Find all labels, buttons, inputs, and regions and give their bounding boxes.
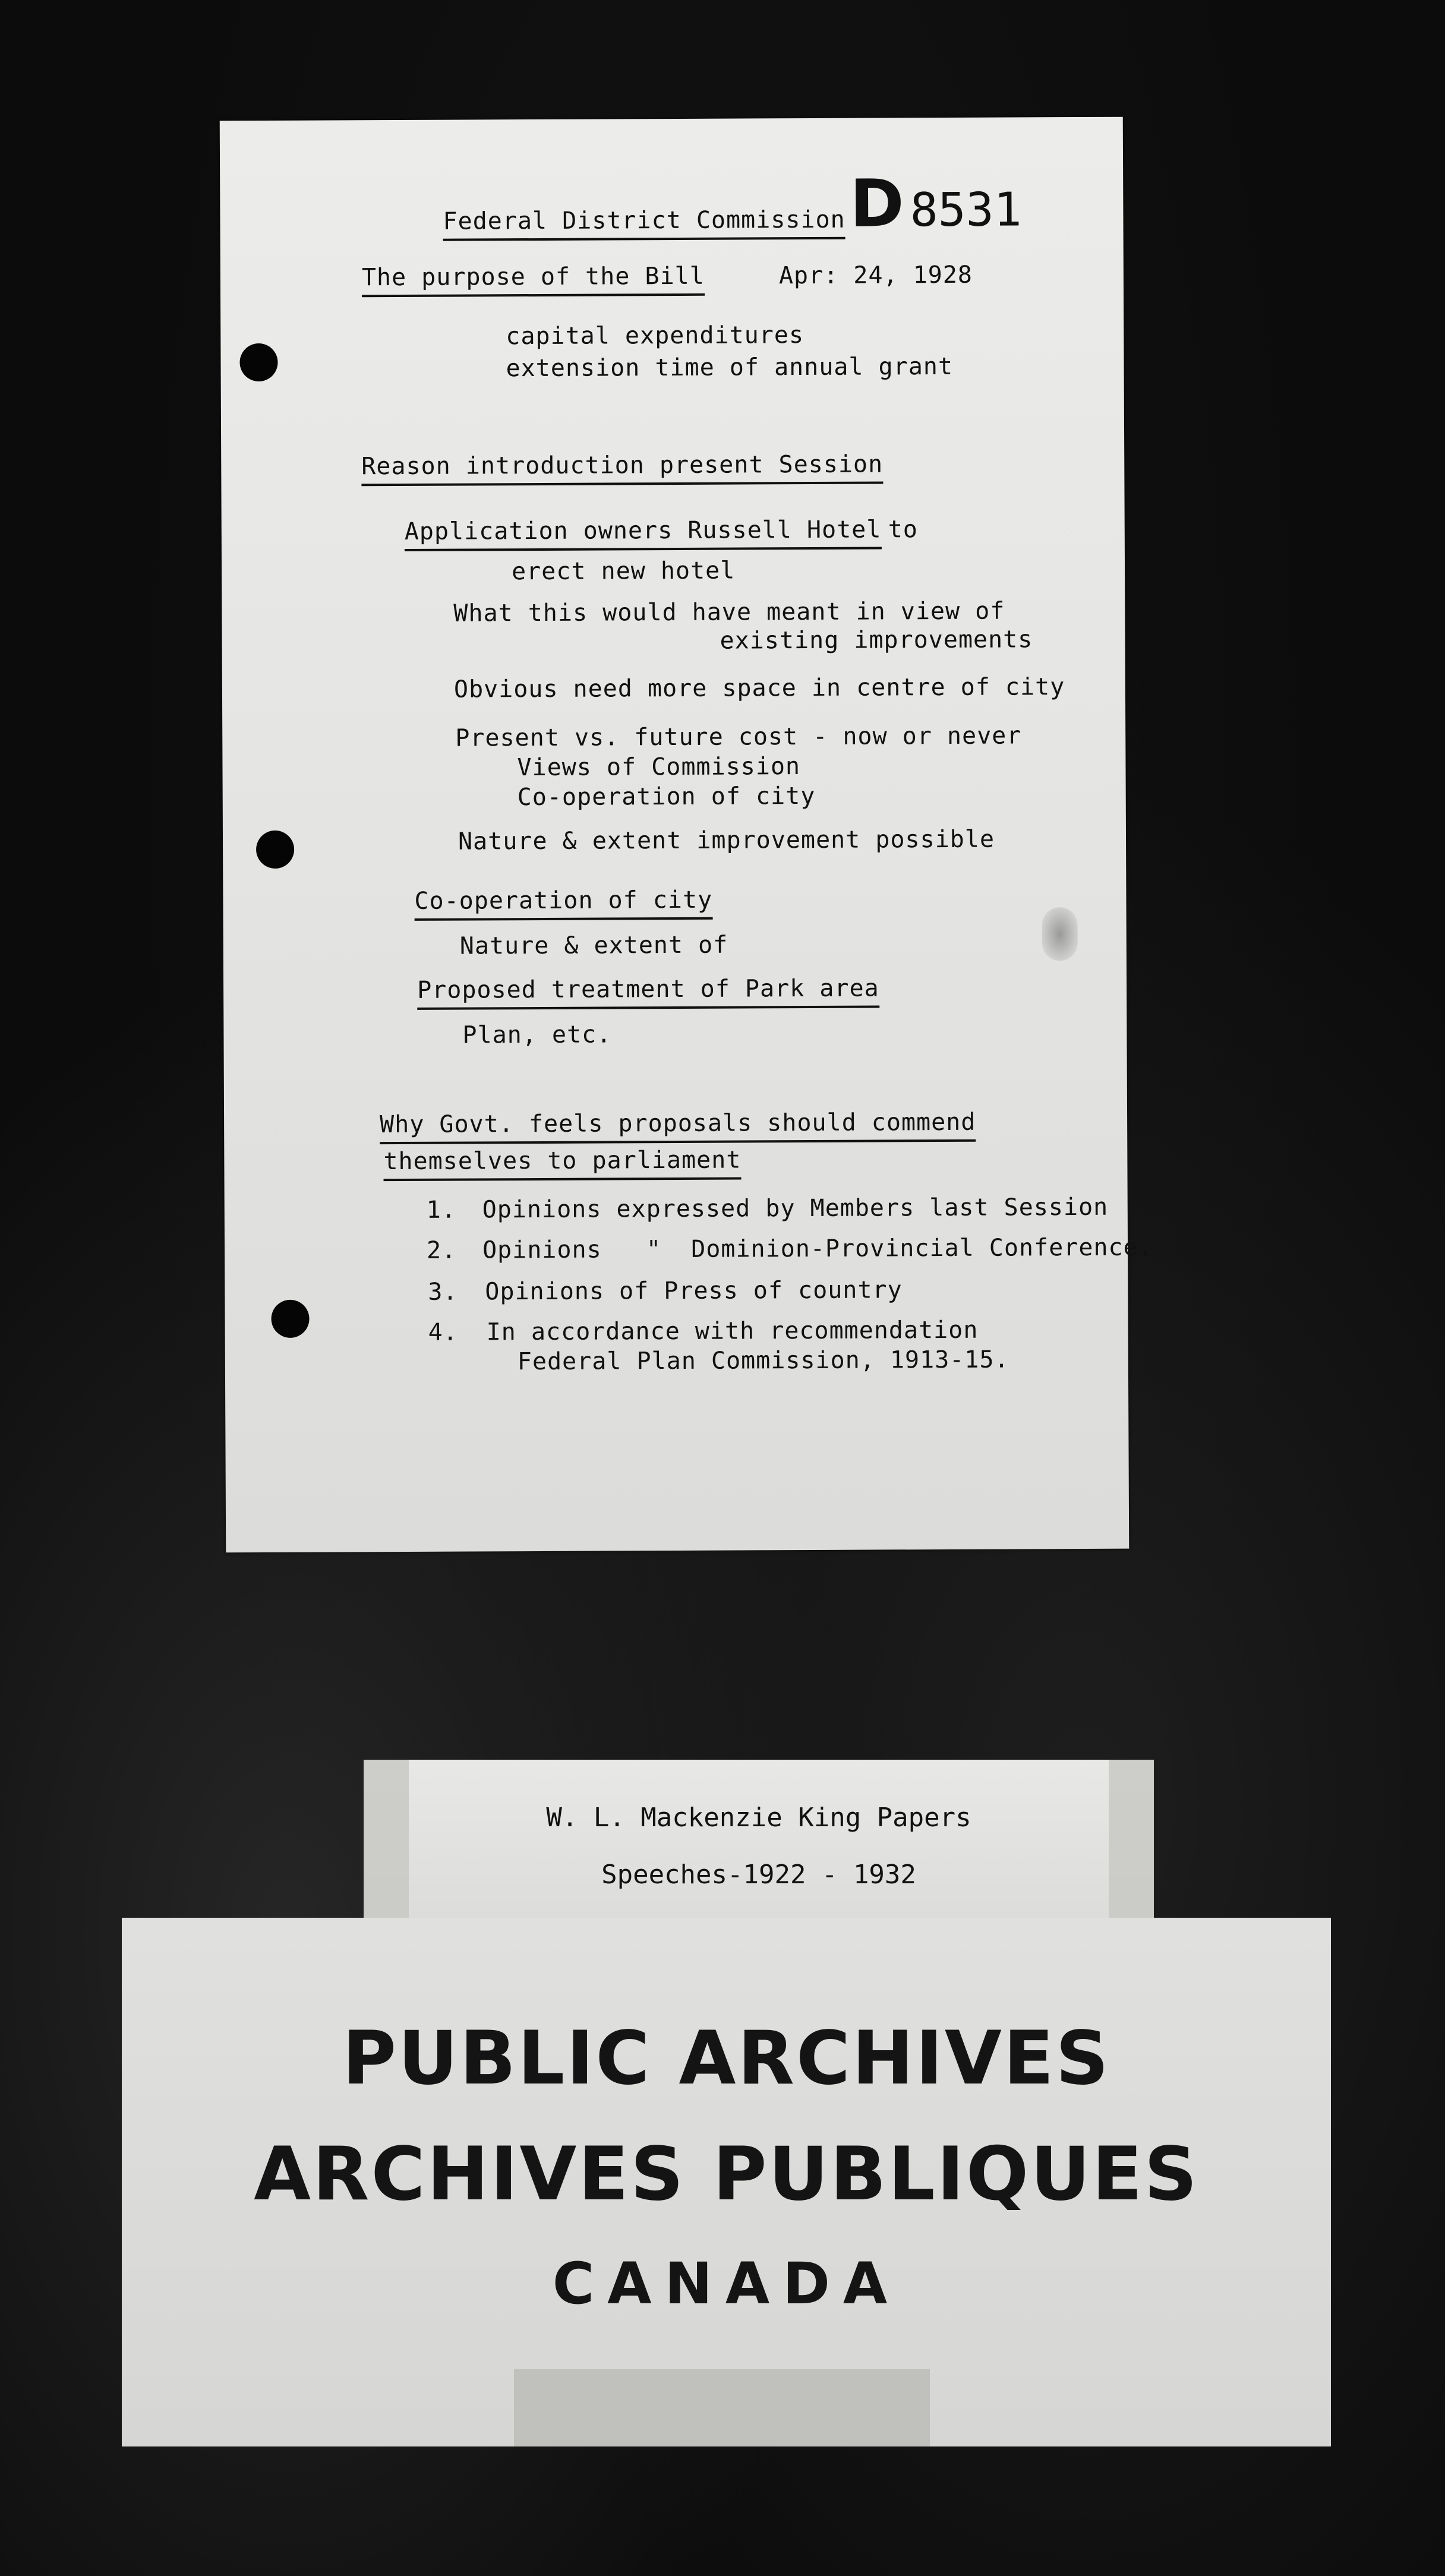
- list-item: Opinions of Press of country: [485, 1276, 903, 1306]
- why-heading: themselves to parliament: [383, 1147, 741, 1182]
- stamp-letter: D: [850, 165, 904, 242]
- punch-hole: [256, 831, 294, 869]
- document-date: Apr: 24, 1928: [778, 261, 973, 290]
- obvious-need: Obvious need more space in centre of city: [453, 673, 1065, 703]
- application-cont: erect new hotel: [511, 557, 736, 586]
- typed-document-page: [220, 117, 1153, 1553]
- paper-smudge: [1042, 907, 1078, 961]
- list-item: In accordance with recommendation: [486, 1316, 979, 1346]
- papers-label: [364, 1760, 1154, 1920]
- archives-label: [122, 1918, 1331, 2446]
- purpose-item: capital expenditures: [506, 321, 804, 351]
- cooperation-heading: Co-operation of city: [414, 886, 712, 921]
- punch-hole: [239, 343, 277, 381]
- archives-country: CANADA: [552, 2250, 901, 2317]
- archives-french: ARCHIVES PUBLIQUES: [254, 2132, 1199, 2217]
- plan-etc: Plan, etc.: [462, 1021, 612, 1049]
- treatment-heading: Proposed treatment of Park area: [417, 974, 879, 1009]
- tape-strip: [514, 2369, 930, 2446]
- archives-english: PUBLIC ARCHIVES: [342, 2016, 1110, 2101]
- list-number: 1.: [426, 1196, 457, 1224]
- application-heading: Application owners Russell Hotel: [405, 516, 882, 551]
- punch-hole: [271, 1300, 309, 1338]
- nature-extent-improvement: Nature & extent improvement possible: [458, 825, 995, 855]
- purpose-item: extension time of annual grant: [506, 352, 954, 383]
- tape-strip: [1109, 1760, 1154, 1920]
- tape-strip: [364, 1760, 409, 1920]
- list-item: Opinions " Dominion-Provincial Conference.: [482, 1233, 1153, 1264]
- why-heading: Why Govt. feels proposals should commend: [380, 1109, 976, 1144]
- list-item: Opinions expressed by Members last Session: [482, 1193, 1109, 1224]
- meant-line: What this would have meant in view of: [453, 597, 1005, 627]
- list-number: 3.: [428, 1278, 458, 1306]
- file-stamp: [850, 165, 1022, 241]
- document-header: Federal District Commission: [443, 206, 845, 241]
- cooperation-of-city-sub: Co-operation of city: [517, 782, 816, 812]
- meant-line: existing improvements: [720, 626, 1033, 655]
- application-tail: to: [888, 516, 919, 544]
- list-number: 2.: [426, 1236, 457, 1264]
- nature-extent-of: Nature & extent of: [459, 931, 728, 960]
- purpose-heading: The purpose of the Bill: [362, 263, 705, 298]
- views-of-commission: Views of Commission: [517, 753, 801, 782]
- list-number: 4.: [428, 1318, 458, 1346]
- stamp-number: 8531: [910, 183, 1022, 238]
- papers-collection: W. L. Mackenzie King Papers: [546, 1802, 971, 1833]
- present-vs-future: Present vs. future cost - now or never: [455, 722, 1022, 752]
- list-item-cont: Federal Plan Commission, 1913-15.: [517, 1346, 1009, 1376]
- papers-series: Speeches-1922 - 1932: [601, 1860, 916, 1890]
- reason-heading: Reason introduction present Session: [361, 450, 883, 486]
